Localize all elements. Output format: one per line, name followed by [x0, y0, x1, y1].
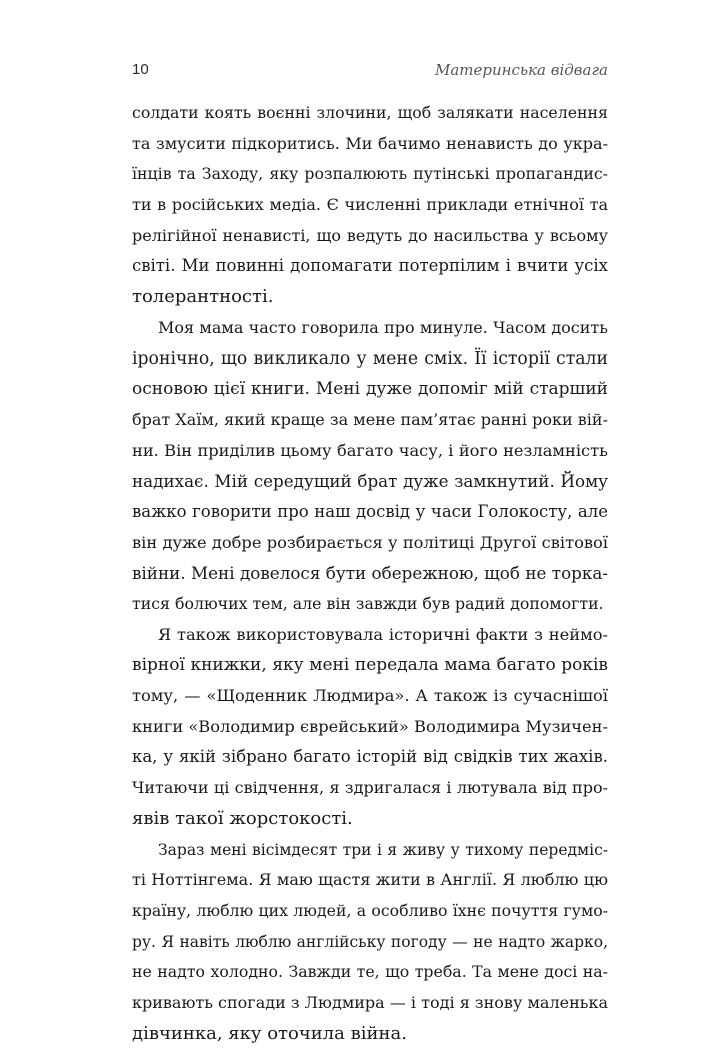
text-line: Моя мама часто говорила про минуле. Часом досить	[132, 313, 608, 344]
text-line: Я також використовувала історичні факти з неймо-	[132, 620, 608, 651]
text-line: Зараз мені вісімдесят три і я живу у тихому передміс-	[132, 835, 608, 866]
text-line: тому, — «Щоденник Людмира». А також із сучаснішої	[132, 681, 608, 712]
page-header	[132, 58, 608, 82]
text-line: їнців та Заходу, яку розпалюють путінські пропагандис-	[132, 159, 608, 190]
text-line: явів такої жорстокості.	[132, 804, 608, 835]
text-line: ру. Я навіть люблю англійську погоду — не надто жарко,	[132, 927, 608, 958]
text-line: країну, люблю цих людей, а особливо їхнє почуття гумо-	[132, 896, 608, 927]
page-number: 10	[132, 58, 149, 82]
text-line: толерантності.	[132, 282, 608, 313]
text-line: тися болючих тем, але він завжди був радий допомогти.	[132, 589, 608, 620]
paragraph	[132, 98, 608, 313]
text-line: Читаючи ці свідчення, я здригалася і лютувала від про-	[132, 773, 608, 804]
text-line: він дуже добре розбирається у політиці Другої світової	[132, 528, 608, 559]
text-line: дівчинка, яку оточила війна.	[132, 1019, 608, 1049]
text-line: вірної книжки, яку мені передала мама багато років	[132, 650, 608, 681]
text-line: солдати коять воєнні злочини, щоб залякати населення	[132, 98, 608, 129]
text-line: світі. Ми повинні допомагати потерпілим і вчити усіх	[132, 251, 608, 282]
text-line: не надто холодно. Завжди те, що треба. Та мене досі на-	[132, 957, 608, 988]
text-line: брат Хаїм, який краще за мене пам’ятає ранні роки вій-	[132, 405, 608, 436]
paragraph	[132, 835, 608, 1049]
paragraph	[132, 620, 608, 835]
text-line: основою цієї книги. Мені дуже допоміг мій старший	[132, 374, 608, 405]
text-line: книги «Володимир єврейський» Володимира Музичен-	[132, 712, 608, 743]
text-line: та змусити підкоритись. Ми бачимо ненависть до укра-	[132, 129, 608, 160]
text-line: іронічно, що викликало у мене сміх. Її історії стали	[132, 344, 608, 375]
text-line: кривають спогади з Людмира — і тоді я знову маленька	[132, 988, 608, 1019]
text-line: важко говорити про наш досвід у часи Голокосту, але	[132, 497, 608, 528]
text-line: релігійної ненависті, що ведуть до насильства у всьому	[132, 221, 608, 252]
text-line: ни. Він приділив цьому багато часу, і його незламність	[132, 436, 608, 467]
text-line: надихає. Мій середущий брат дуже замкнутий. Йому	[132, 466, 608, 497]
running-head-title: Материнська відвага	[435, 58, 608, 82]
body-text	[132, 98, 608, 1049]
text-line: війни. Мені довелося бути обережною, щоб не торка-	[132, 558, 608, 589]
text-line: ти в російських медіа. Є численні приклади етнічної та	[132, 190, 608, 221]
text-line: ка, у якій зібрано багато історій від свідків тих жахів.	[132, 742, 608, 773]
text-line: ті Ноттінгема. Я маю щастя жити в Англії. Я люблю цю	[132, 865, 608, 896]
paragraph	[132, 313, 608, 620]
